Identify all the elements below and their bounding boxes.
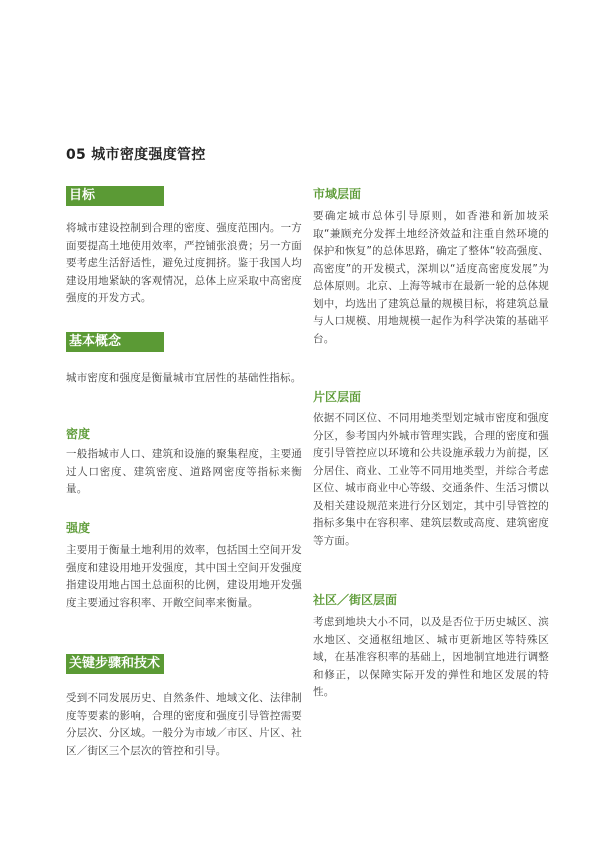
community-text: 考虑到地块大小不同，以及是否位于历史城区、滨水地区、交通枢纽地区、城市更新地区等特殊区域，在基准容积率的基础上，因地制宜地进行调整和修正，以保障实际开发的弹性和地区发展的特性。 <box>313 616 549 698</box>
intensity-heading: 强度 <box>66 521 91 535</box>
steps-text: 受到不同发展历史、自然条件、地域文化、法律制度等要素的影响，合理的密度和强度引导管控需要分层次、分区域。一般分为市域／市区、片区、社区／街区三个层次的管控和引导。 <box>66 692 302 757</box>
district-heading: 片区层面 <box>313 390 362 404</box>
goal-heading: 目标 <box>66 186 164 206</box>
density-heading: 密度 <box>66 427 91 441</box>
city-text: 要确定城市总体引导原则，如香港和新加坡采取“兼顾充分发挥土地经济效益和注重自然环境的保护和恢复”的总体思路，确定了整体“较高强度、高密度”的开发模式，深圳以“适度高密度发展”为总体原则。北京、上海等城市在最新一轮的总体规划中，均选出了建筑总量的规模目标，将建筑总量与人口规模、用地规模一起作为科学决策的基础平台。 <box>313 210 549 345</box>
density-text: 一般指城市人口、建筑和设施的聚集程度，主要通过人口密度、建筑密度、道路网密度等指标来衡量。 <box>66 448 302 495</box>
goal-text: 将城市建设控制到合理的密度、强度范围内。一方面要提高土地使用效率，严控铺张浪费；另一方面要考虑生活舒适性，避免过度拥挤。鉴于我国人均建设用地紧缺的客观情况，总体上应采取中高密度强度的开发方式。 <box>66 222 302 304</box>
intensity-text: 主要用于衡量土地利用的效率，包括国土空间开发强度和建设用地开发强度，其中国土空间开发强度指建设用地占国土总面积的比例，建设用地开发强度主要通过容积率、开敞空间率来衡量。 <box>66 544 302 609</box>
concept-heading: 基本概念 <box>66 332 164 352</box>
steps-heading: 关键步骤和技术 <box>66 654 164 674</box>
city-heading: 市域层面 <box>313 187 362 201</box>
district-text: 依据不同区位、不同用地类型划定城市密度和强度分区，参考国内外城市管理实践，合理的密度和强度引导管控应以环境和公共设施承载力为前提，区分居住、商业、工业等不同用地类型，并综合考虑区位、城市商业中心等级、交通条件、生活习惯以及相关建设规范来进行分区划定，其中引导管控的指标多集中在容积率、建筑层数或高度、建筑密度等方面。 <box>313 412 549 547</box>
concept-text: 城市密度和强度是衡量城市宜居性的基础性指标。 <box>66 372 302 384</box>
community-heading: 社区／街区层面 <box>313 593 398 607</box>
page-title: 05 城市密度强度管控 <box>66 147 206 163</box>
